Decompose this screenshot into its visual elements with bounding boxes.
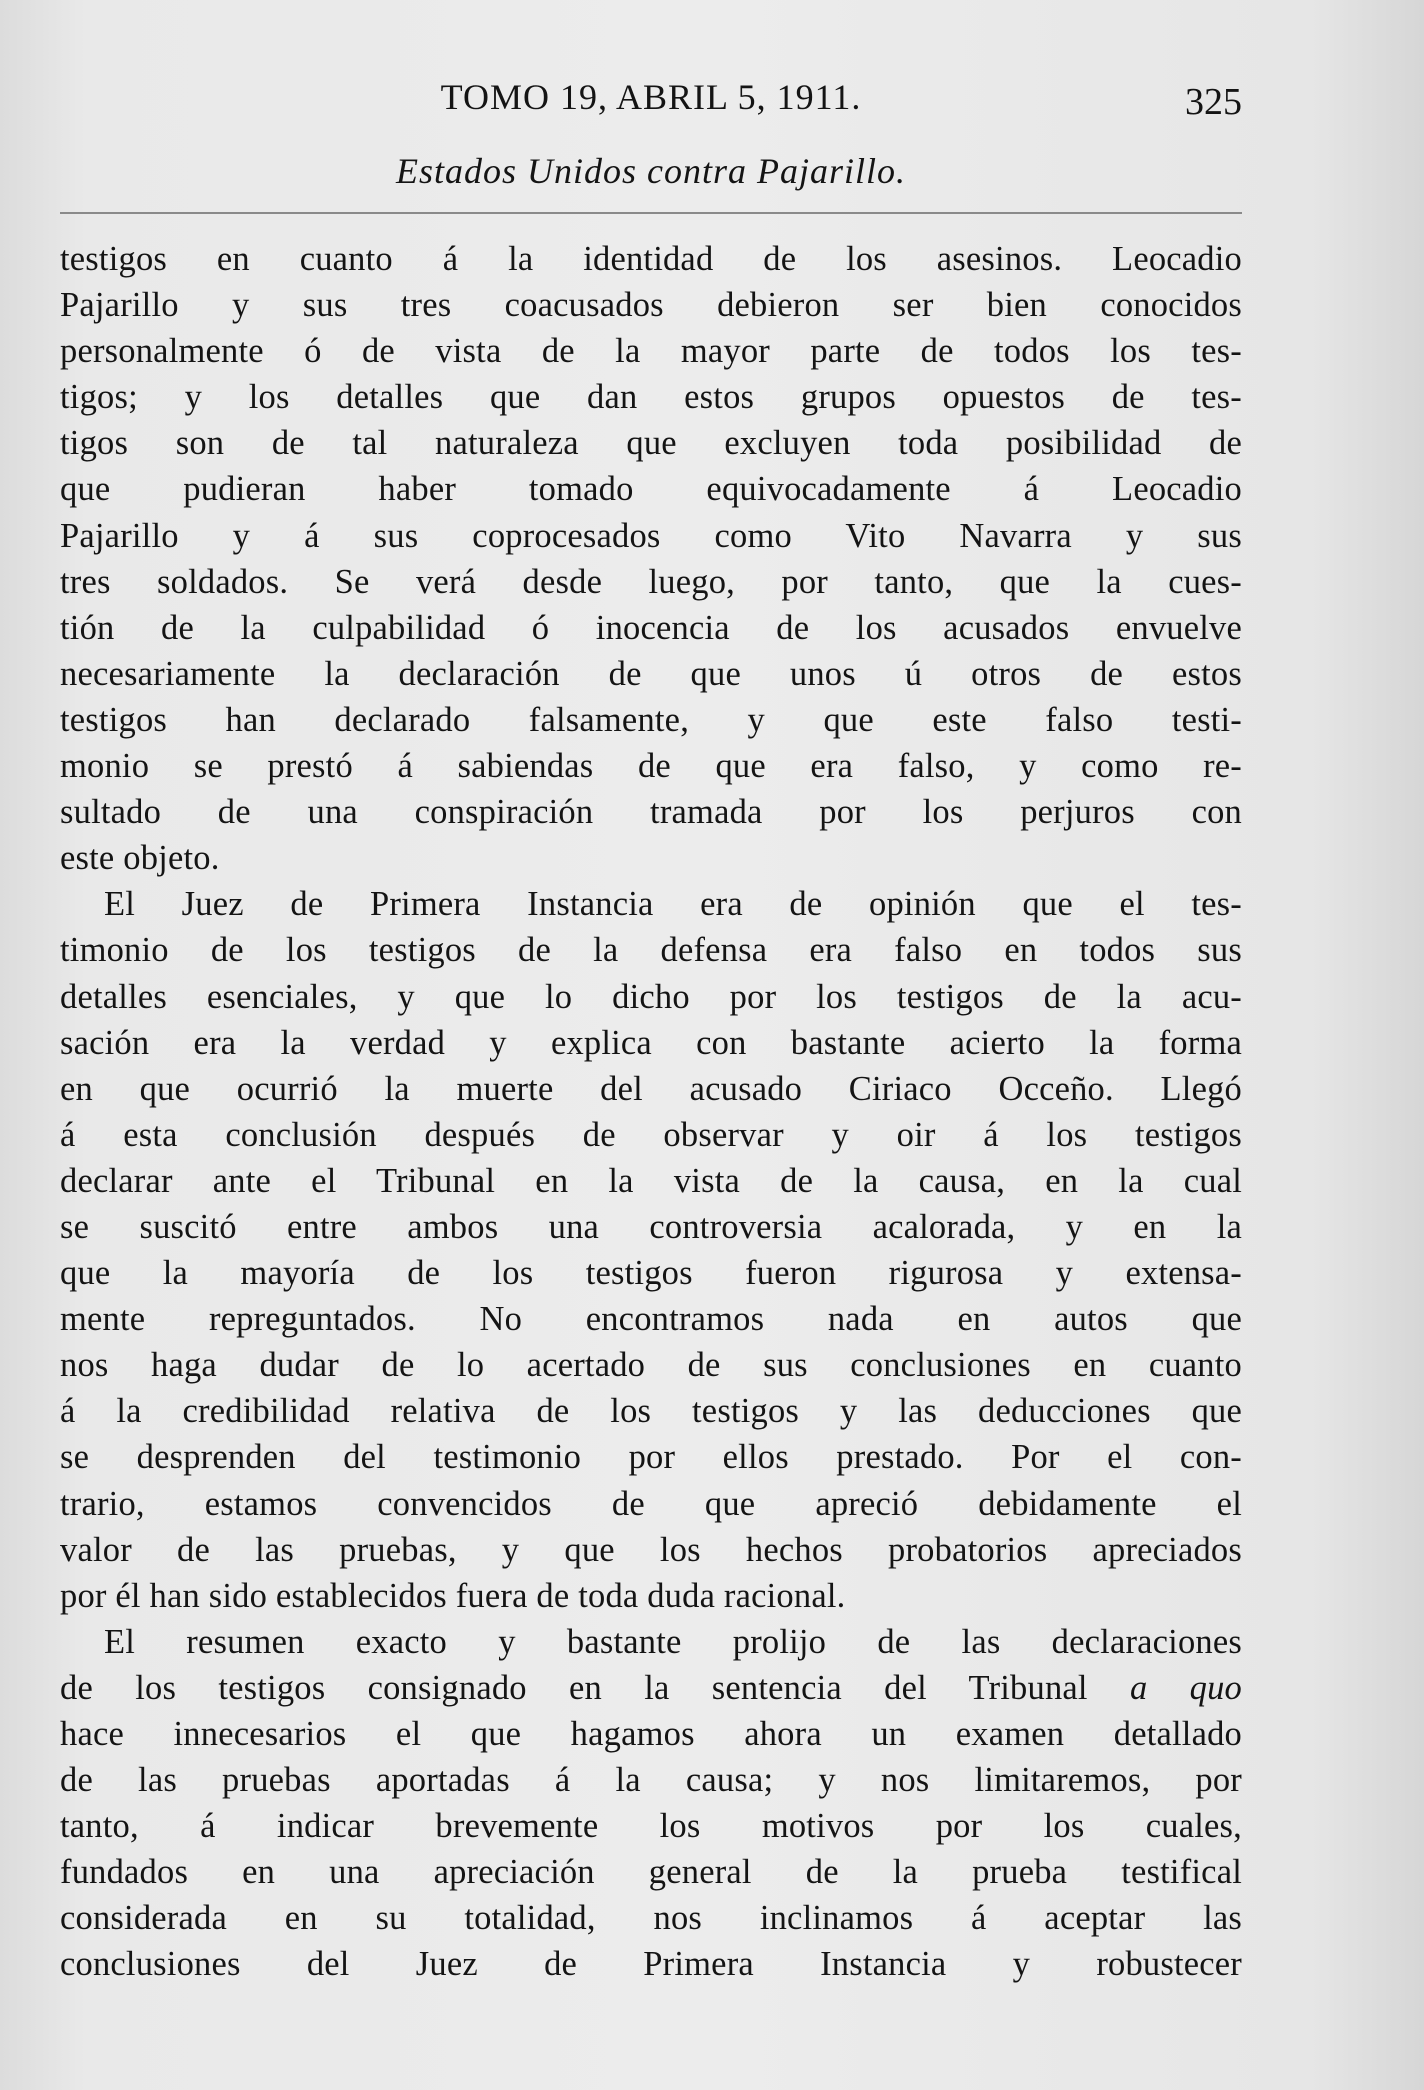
latin-phrase: a quo (1129, 1668, 1243, 1707)
header-divider (60, 212, 1242, 214)
running-head (60, 66, 1242, 136)
text-line: que la mayoría de los testigos fueron rigurosa y extensa- (60, 1254, 1242, 1293)
text-line: por él han sido establecidos fuera de toda duda racional. (60, 1576, 846, 1615)
text-line: sación era la verdad y explica con bastante acierto la forma (60, 1023, 1242, 1062)
text-line: trario, estamos convencidos de que apreció debidamente el (60, 1484, 1242, 1523)
text-line: tanto, á indicar brevemente los motivos por los cuales, (60, 1807, 1242, 1846)
text-line: á esta conclusión después de observar y oir á los testigos (60, 1115, 1242, 1154)
text-line: fundados en una apreciación general de la prueba testifical (60, 1853, 1242, 1892)
text-line: Pajarillo y sus tres coacusados debieron ser bien conocidos (60, 286, 1242, 325)
text-line: testigos en cuanto á la identidad de los asesinos. Leocadio (60, 240, 1242, 278)
text-line: valor de las pruebas, y que los hechos probatorios apreciados (60, 1530, 1242, 1569)
page-number: 325 (1185, 81, 1242, 123)
paragraph-start-line: El resumen exacto y bastante prolijo de las declaraciones (104, 1622, 1242, 1661)
text-segment: de los testigos consignado en la sentencia del Tribunal (60, 1668, 1130, 1707)
text-line: tres soldados. Se verá desde luego, por tanto, que la cues- (60, 562, 1242, 601)
text-line-with-latin (60, 1665, 1242, 1711)
text-line: se desprenden del testimonio por ellos prestado. Por el con- (60, 1438, 1242, 1477)
text-line: sultado de una conspiración tramada por los perjuros con (60, 793, 1242, 832)
text-line: tigos son de tal naturaleza que excluyen toda posibilidad de (60, 424, 1242, 463)
case-title: Estados Unidos contra Pajarillo. (395, 151, 907, 191)
text-line: considerada en su totalidad, nos inclinamos á aceptar las (60, 1899, 1242, 1938)
paragraph-start-line: El Juez de Primera Instancia era de opinión que el tes- (104, 885, 1242, 924)
volume-date-line: TOMO 19, ABRIL 5, 1911. (440, 77, 862, 117)
text-line: mente repreguntados. No encontramos nada en autos que (60, 1300, 1242, 1339)
text-line: que pudieran haber tomado equivocadamente á Leocadio (60, 470, 1242, 509)
text-line: de las pruebas aportadas á la causa; y nos limitaremos, por (60, 1761, 1242, 1800)
text-line: testigos han declarado falsamente, y que este falso testi- (60, 700, 1242, 739)
text-line: necesariamente la declaración de que unos ú otros de estos (60, 654, 1242, 693)
text-line: personalmente ó de vista de la mayor parte de todos los tes- (60, 332, 1242, 371)
text-line: timonio de los testigos de la defensa era falso en todos sus (60, 931, 1242, 970)
text-line: á la credibilidad relativa de los testigos y las deducciones que (60, 1392, 1242, 1431)
text-line: se suscitó entre ambos una controversia acalorada, y en la (60, 1207, 1242, 1246)
text-line: tión de la culpabilidad ó inocencia de los acusados envuelve (60, 608, 1242, 647)
text-line: hace innecesarios el que hagamos ahora un examen detallado (60, 1715, 1242, 1753)
text-line: conclusiones del Juez de Primera Instancia y robustecer (60, 1945, 1242, 1984)
text-line: en que ocurrió la muerte del acusado Ciriaco Occeño. Llegó (60, 1069, 1242, 1108)
text-line: este objeto. (60, 839, 220, 878)
text-line: nos haga dudar de lo acertado de sus conclusiones en cuanto (60, 1346, 1242, 1385)
text-line: Pajarillo y á sus coprocesados como Vito Navarra y sus (60, 516, 1242, 555)
text-line: declarar ante el Tribunal en la vista de la causa, en la cual (60, 1161, 1242, 1200)
text-line: detalles esenciales, y que lo dicho por los testigos de la acu- (60, 977, 1242, 1016)
text-line: tigos; y los detalles que dan estos grupos opuestos de tes- (60, 378, 1242, 417)
text-line: monio se prestó á sabiendas de que era falso, y como re- (60, 747, 1242, 786)
body-text (60, 236, 1242, 1988)
